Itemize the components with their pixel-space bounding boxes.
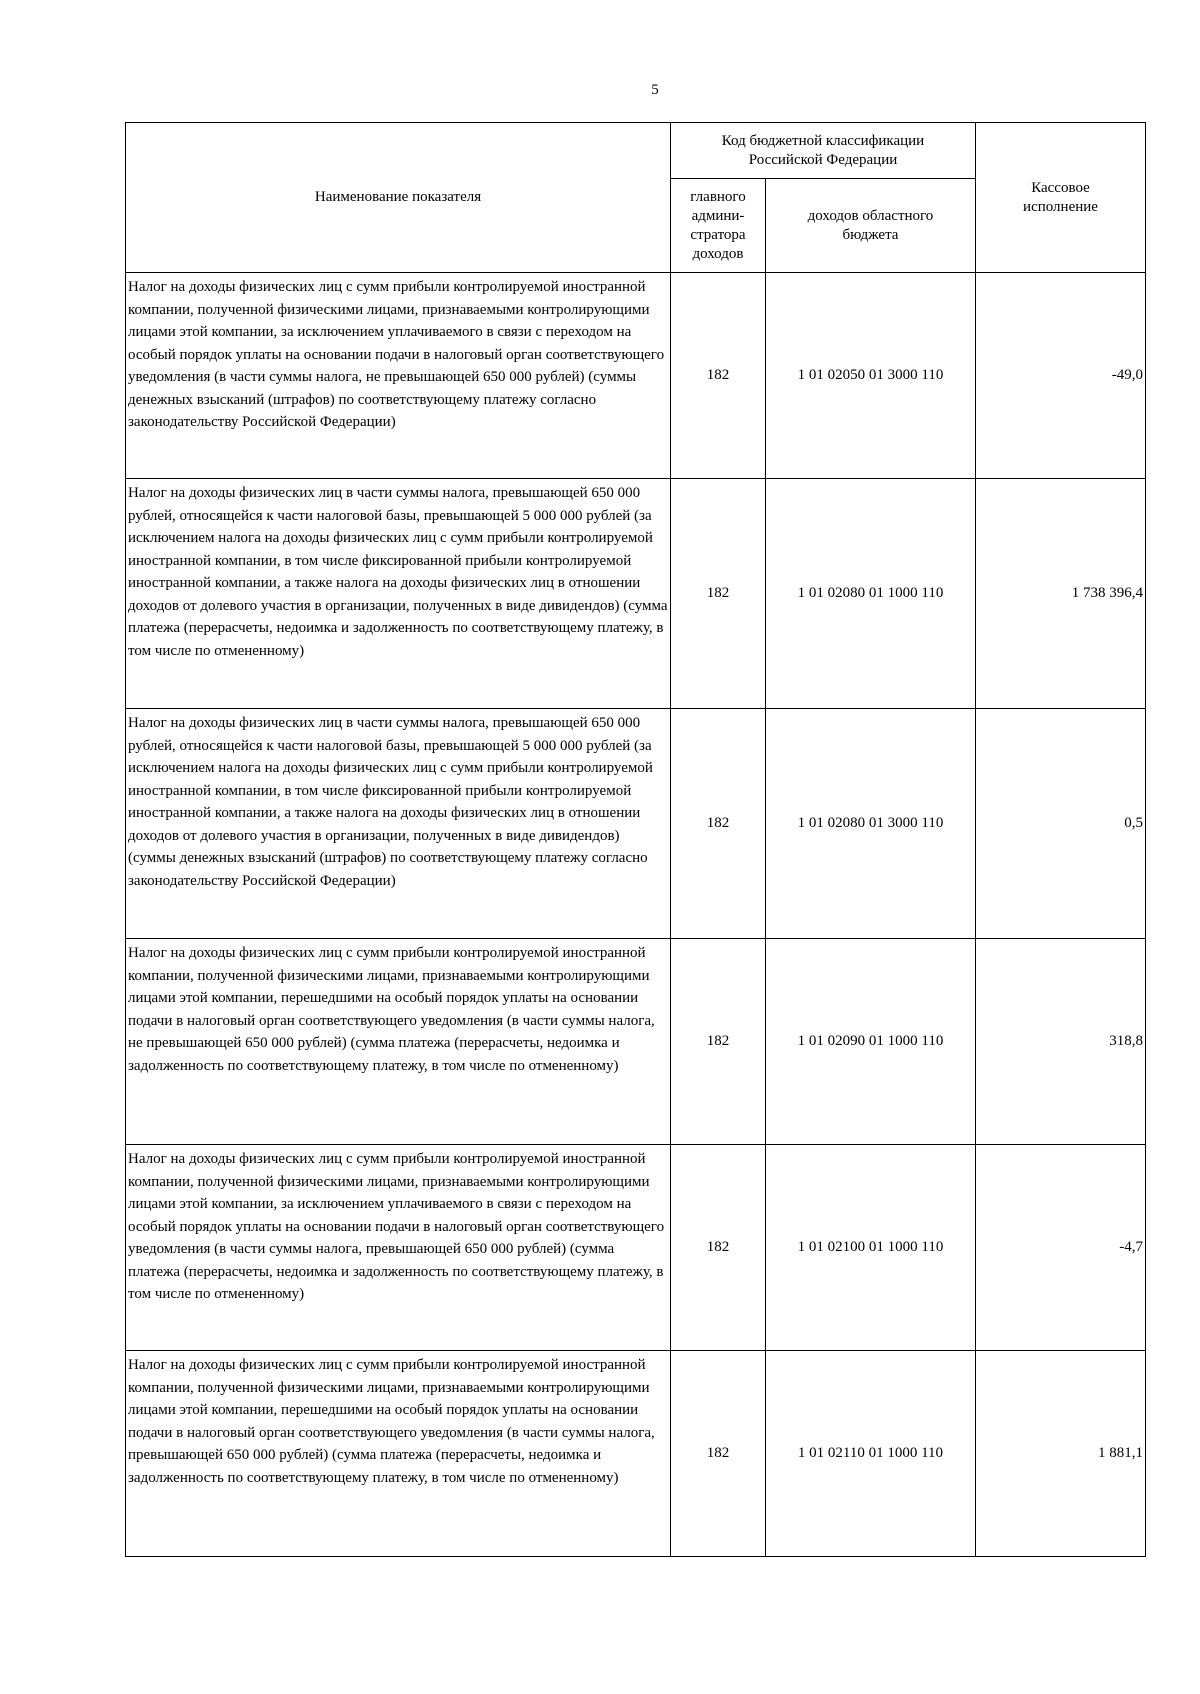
row-name: Налог на доходы физических лиц в части суммы налога, превышающей 650 000 рублей, относящейся к части налоговой базы, превышающей 5 000 000 рублей (за исключением налога на доходы физических лиц с сумм прибыли контролируемой иностранной компании, в том числе фиксированной прибыли контролируемой иностранной компании, а также налога на доходы физических лиц в отношении доходов от долевого участия в организации, полученных в виде дивидендов) (сумма платежа (перерасчеты, недоимка и задолженность по соответствующему платежу, в том числе по отмененному) (126, 479, 671, 709)
row-name: Налог на доходы физических лиц с сумм прибыли контролируемой иностранной компании, полученной физическими лицами, признаваемыми контролирующими лицами этой компании, за исключением уплачиваемого в связи с переходом на особый порядок уплаты на основании подачи в налоговый орган соответствующего уведомления (в части суммы налога, превышающей 650 000 рублей) (сумма платежа (перерасчеты, недоимка и задолженность по соответствующему платежу, в том числе по отмененному) (126, 1145, 671, 1351)
row-name: Налог на доходы физических лиц с сумм прибыли контролируемой иностранной компании, полученной физическими лицами, признаваемыми контролирующими лицами этой компании, перешедшими на особый порядок уплаты на основании подачи в налоговый орган соответствующего уведомления (в части суммы налога, не превышающей 650 000 рублей) (сумма платежа (перерасчеты, недоимка и задолженность по соответствующему платежу, в том числе по отмененному) (126, 939, 671, 1145)
table-row (126, 1351, 1146, 1557)
header-code: доходов областного бюджета (766, 179, 976, 273)
row-name: Налог на доходы физических лиц в части суммы налога, превышающей 650 000 рублей, относящейся к части налоговой базы, превышающей 5 000 000 рублей (за исключением налога на доходы физических лиц с сумм прибыли контролируемой иностранной компании, в том числе фиксированной прибыли контролируемой иностранной компании, а также налога на доходы физических лиц в отношении доходов от долевого участия в организации, полученных в виде дивидендов) (суммы денежных взысканий (штрафов) по соответствующему платежу согласно законодательству Российской Федерации) (126, 709, 671, 939)
row-amount: 1 738 396,4 (976, 479, 1146, 709)
row-amount: -49,0 (976, 273, 1146, 479)
table-row (126, 939, 1146, 1145)
header-admin: главного админи-стратора доходов (671, 179, 766, 273)
row-name: Налог на доходы физических лиц с сумм прибыли контролируемой иностранной компании, полученной физическими лицами, признаваемыми контролирующими лицами этой компании, за исключением уплачиваемого в связи с переходом на особый порядок уплаты на основании подачи в налоговый орган соответствующего уведомления (в части суммы налога, не превышающей 650 000 рублей) (суммы денежных взысканий (штрафов) по соответствующему платежу согласно законодательству Российской Федерации) (126, 273, 671, 479)
table-row (126, 1145, 1146, 1351)
row-budget-code: 1 01 02080 01 3000 110 (766, 709, 976, 939)
header-amount: Кассовое исполнение (976, 123, 1146, 273)
row-amount: -4,7 (976, 1145, 1146, 1351)
row-amount: 0,5 (976, 709, 1146, 939)
row-budget-code: 1 01 02090 01 1000 110 (766, 939, 976, 1145)
row-admin-code: 182 (671, 1351, 766, 1557)
header-bk-group: Код бюджетной классификации Российской Федерации (671, 123, 976, 179)
table-row (126, 709, 1146, 939)
row-admin-code: 182 (671, 709, 766, 939)
row-admin-code: 182 (671, 939, 766, 1145)
row-budget-code: 1 01 02110 01 1000 110 (766, 1351, 976, 1557)
header-name: Наименование показателя (126, 123, 671, 273)
row-budget-code: 1 01 02050 01 3000 110 (766, 273, 976, 479)
table-row (126, 273, 1146, 479)
row-amount: 318,8 (976, 939, 1146, 1145)
table-row (126, 479, 1146, 709)
row-admin-code: 182 (671, 479, 766, 709)
row-amount: 1 881,1 (976, 1351, 1146, 1557)
revenue-table (125, 122, 1146, 1557)
page-number: 5 (651, 82, 659, 98)
row-admin-code: 182 (671, 273, 766, 479)
row-budget-code: 1 01 02100 01 1000 110 (766, 1145, 976, 1351)
row-admin-code: 182 (671, 1145, 766, 1351)
header-row-top (126, 123, 1146, 179)
row-budget-code: 1 01 02080 01 1000 110 (766, 479, 976, 709)
row-name: Налог на доходы физических лиц с сумм прибыли контролируемой иностранной компании, полученной физическими лицами, признаваемыми контролирующими лицами этой компании, перешедшими на особый порядок уплаты на основании подачи в налоговый орган соответствующего уведомления (в части суммы налога, превышающей 650 000 рублей) (сумма платежа (перерасчеты, недоимка и задолженность по соответствующему платежу, в том числе по отмененному) (126, 1351, 671, 1557)
